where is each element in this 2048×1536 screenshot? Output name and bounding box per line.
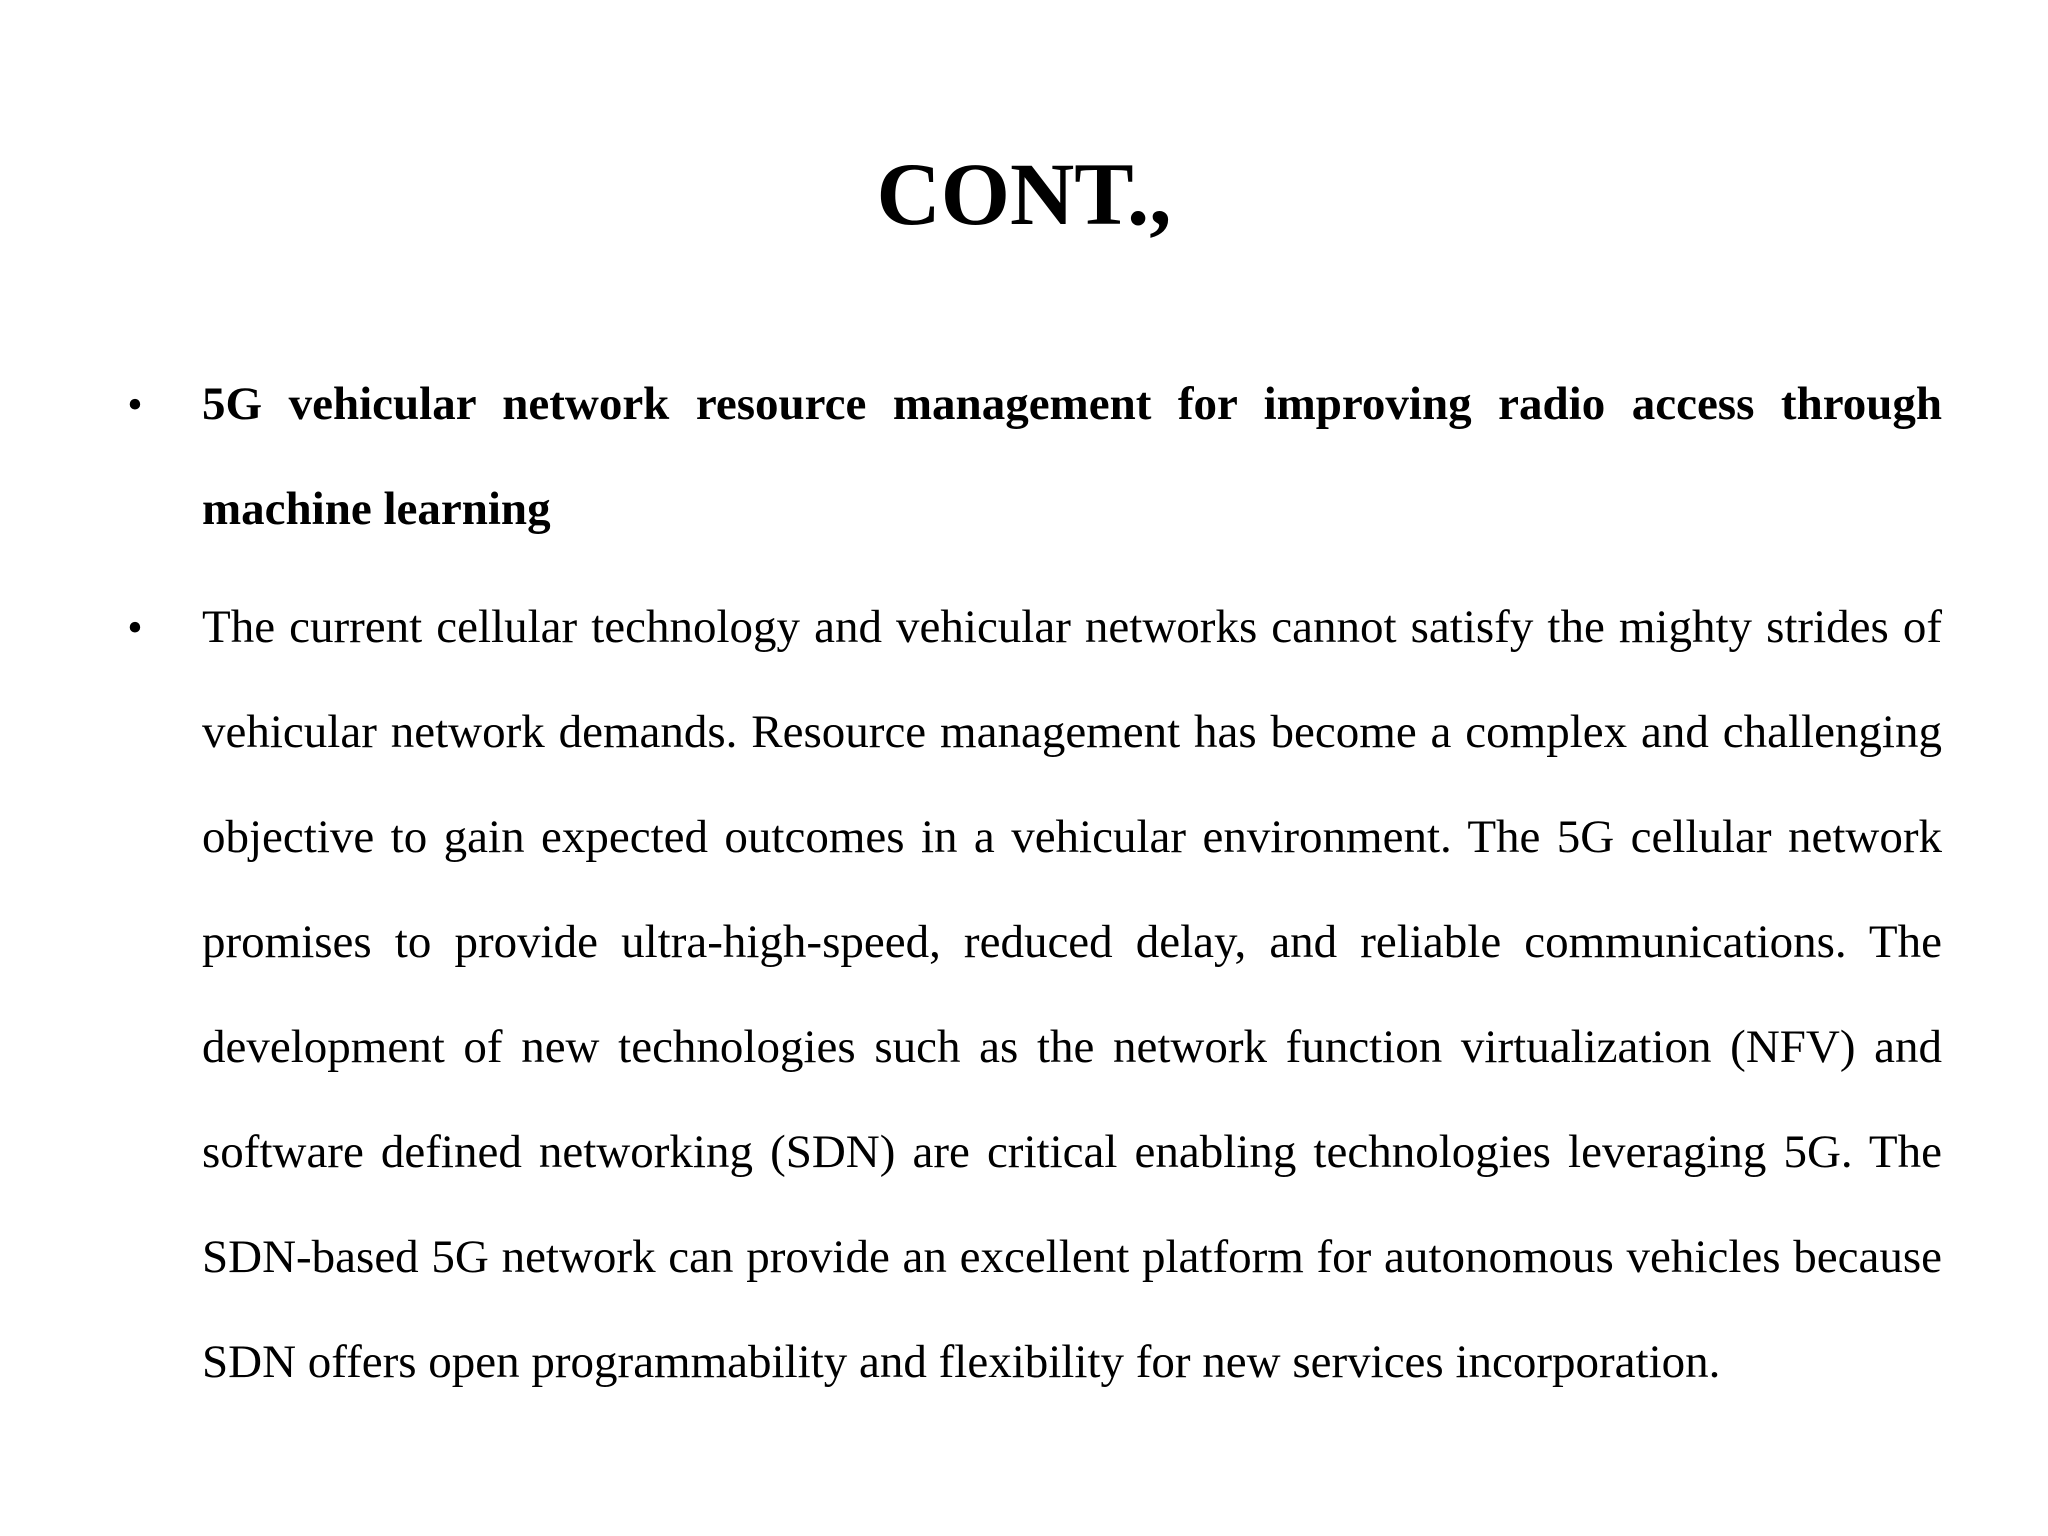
bullet-body-text: The current cellular technology and vehicular networks cannot satisfy the mighty strides of vehicular network demands. Resource management has become a complex and challenging objective to gain expected outcomes in a vehicular environment. The 5G cellular network promises to provide ultra-high-speed, reduced delay, and reliable communications. The development of new technologies such as the network function virtualization (NFV) and software defined networking (SDN) are critical enabling technologies leveraging 5G. The SDN-based 5G network can provide an excellent platform for autonomous vehicles because SDN offers open programmability and flexibility for new services incorporation. [202,601,1942,1388]
bullet-item-heading [0,352,2048,562]
bullet-dot-icon: • [127,380,143,429]
bullet-heading-text: 5G vehicular network resource management for improving radio access through machine learning [202,378,1942,535]
slide-title: CONT., [876,146,1172,244]
bullet-item-body [0,575,2048,1415]
bullet-list [0,352,2048,1428]
bullet-dot-icon: • [127,603,143,652]
